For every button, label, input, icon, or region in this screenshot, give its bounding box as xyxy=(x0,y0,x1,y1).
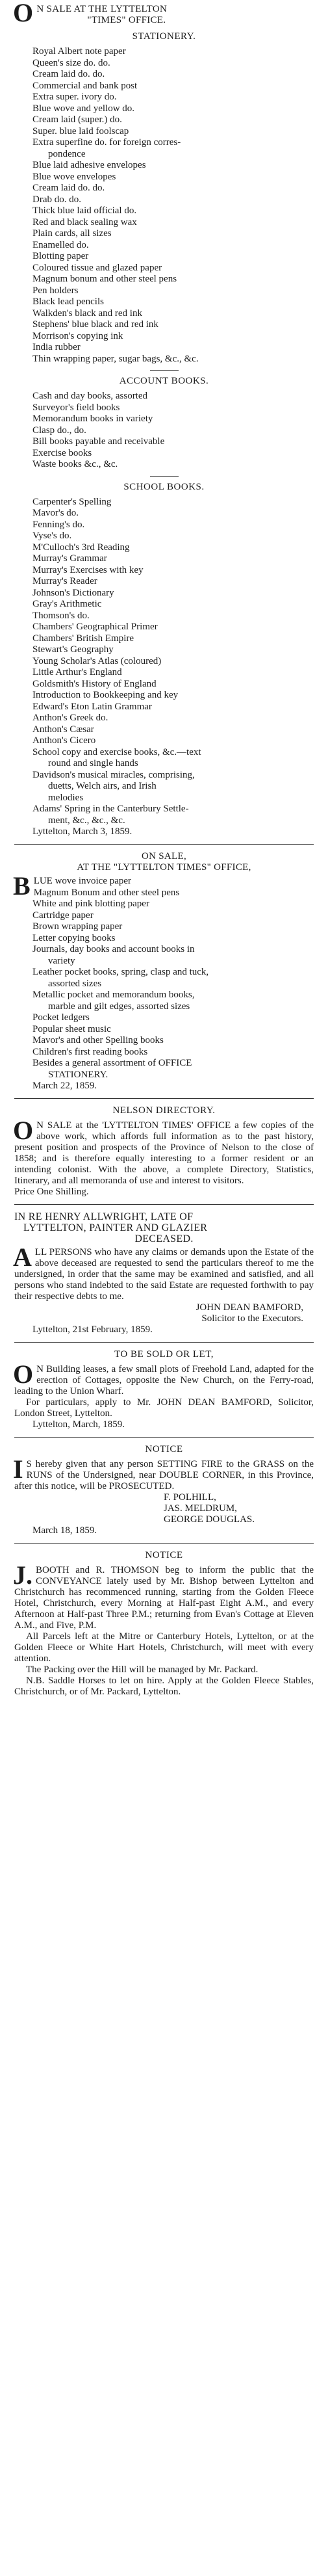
list-item: Drab do. do. xyxy=(32,194,81,205)
list-item: Extra superfine do. for foreign corres- xyxy=(32,137,181,148)
on-sale-advertisement xyxy=(14,851,314,1092)
list-item: Blue wove and yellow do. xyxy=(32,103,135,114)
signatory: GEORGE DOUGLAS. xyxy=(164,1514,255,1525)
conveyance-horses: N.B. Saddle Horses to let on hire. Apply at the Golden Fleece Stables, Christchurch, or of Mr. Packard, Lyttelton. xyxy=(14,1676,314,1697)
list-item: Young Scholar's Atlas (coloured) xyxy=(32,655,162,666)
list-item: Surveyor's field books xyxy=(32,402,120,413)
list-item: STATIONERY. xyxy=(48,1069,108,1080)
column-rule xyxy=(14,1204,314,1205)
list-item: Stephens' blue black and red ink xyxy=(32,319,158,330)
list-item: Blotting paper xyxy=(32,251,89,261)
list-item: Carpenter's Spelling xyxy=(32,496,112,507)
list-item: Davidson's musical miracles, comprising, xyxy=(32,769,195,780)
column-rule xyxy=(14,1437,314,1438)
dateline: March 22, 1859. xyxy=(32,1081,97,1091)
body-text: BOOTH and R. THOMSON beg to inform the public that the CONVEYANCE lately used by Mr. Bishop between Lyttelton and Christchurch has recommenced running, starting from the Golden Fleece Hotel, Christchurch, every Morning at Half-past Eight A.M., and every Afternoon at Half-past Three P.M.; returning from Evan's Cottage at Eleven A.M., and Five, P.M. xyxy=(14,1565,314,1631)
list-item: Black lead pencils xyxy=(32,296,104,307)
list-item: Extra super. ivory do. xyxy=(32,92,117,102)
conveyance-body xyxy=(13,1560,314,1631)
list-item: Thomson's do. xyxy=(32,610,90,621)
list-item: Chambers' British Empire xyxy=(32,633,134,644)
estate-notice xyxy=(14,1211,314,1335)
list-item: Commercial and bank post xyxy=(32,80,138,91)
conveyance-parcels: All Parcels left at the Mitre or Canterbury Hotels, Lyttelton, or at the Golden Fleece or White Hart Hotels, Christchurch, will meet with every attention. xyxy=(14,1631,314,1664)
list-item: melodies xyxy=(48,792,84,803)
signatory: JAS. MELDRUM, xyxy=(164,1503,237,1514)
lead-text: LL PERSONS xyxy=(34,1247,92,1257)
list-item: Vyse's do. xyxy=(32,531,72,541)
drop-cap: I xyxy=(13,1454,23,1484)
drop-cap: J. xyxy=(13,1560,32,1590)
dateline: Lyttelton, March, 1859. xyxy=(32,1419,125,1430)
body-text: S hereby given that any person SETTING FIRE to the GRASS on the RUNS of the Undersigned, near DOUBLE CORNER, in this Province, after this notice, will be PROSECUTED. xyxy=(14,1459,314,1492)
list-item: pondence xyxy=(48,148,86,159)
list-item: Leather pocket books, spring, clasp and tuck, xyxy=(32,967,209,977)
list-item: Waste books &c., &c. xyxy=(32,459,118,469)
list-item: Anthon's Cicero xyxy=(32,735,96,746)
list-item: Coloured tissue and glazed paper xyxy=(32,262,162,273)
estate-heading-2: LYTTELTON, PAINTER AND GLAZIER xyxy=(23,1222,208,1233)
list-item: Little Arthur's England xyxy=(32,667,122,677)
office-heading: AT THE "LYTTELTON TIMES" OFFICE, xyxy=(77,862,251,873)
estate-heading-1: IN RE HENRY ALLWRIGHT, LATE OF xyxy=(14,1211,194,1222)
list-item: Stewart's Geography xyxy=(32,644,114,655)
list-item: School copy and exercise books, &c.—text xyxy=(32,746,201,757)
column-rule xyxy=(14,1543,314,1544)
list-item: Pen holders xyxy=(32,285,79,296)
drop-cap: O xyxy=(13,1360,34,1389)
notice-heading: NOTICE xyxy=(145,1444,183,1454)
list-item: Magnum Bonum and other steel pens xyxy=(33,887,180,898)
list-item: Murray's Reader xyxy=(32,576,97,586)
list-item: Cartridge paper xyxy=(32,910,94,921)
column-rule xyxy=(14,1098,314,1099)
list-item: ment, &c., &c., &c. xyxy=(48,815,125,826)
list-item: Murray's Exercises with key xyxy=(32,564,144,575)
list-item: Chambers' Geographical Primer xyxy=(32,622,158,632)
land-body-2: For particulars, apply to Mr. JOHN DEAN BAMFORD, Solicitor, London Street, Lyttelton. xyxy=(14,1397,314,1419)
list-item: India rubber xyxy=(32,342,81,352)
list-item: Goldsmith's History of England xyxy=(32,678,157,689)
body-text: at the 'LYTTELTON TIMES' OFFICE a few copies of the above work, which affords full information as to the past history, present position and prospects of the Province of Nelson to the close of 1858; and is therefore equally interesting to a former resident or an intending colonist. With the above, a complete Directory, Statistics, Itinerary, and all memoranda of use and interest to visitors. xyxy=(14,1120,314,1186)
list-item: Cream laid (super.) do. xyxy=(32,114,122,125)
list-item: Clasp do., do. xyxy=(32,425,86,436)
title-line-2: "TIMES" OFFICE. xyxy=(87,15,166,25)
fire-notice xyxy=(14,1444,314,1536)
list-item: Cash and day books, assorted xyxy=(32,391,148,401)
list-item: White and pink blotting paper xyxy=(32,899,149,909)
list-item: Mavor's do. xyxy=(32,508,79,518)
lead-text: N SALE xyxy=(36,1120,72,1131)
drop-cap: O xyxy=(13,1116,34,1145)
list-item: Metallic pocket and memorandum books, xyxy=(32,990,195,1000)
list-item: Pocket ledgers xyxy=(32,1012,90,1023)
list-item: Cream laid do. do. xyxy=(32,69,105,79)
ad2-items-list xyxy=(13,871,314,1081)
list-item: Anthon's Greek do. xyxy=(32,713,108,723)
list-item: Enamelled do. xyxy=(32,239,89,250)
dateline: Lyttelton, March 3, 1859. xyxy=(32,826,132,837)
land-heading: TO BE SOLD OR LET, xyxy=(114,1349,214,1360)
nelson-body xyxy=(13,1116,314,1187)
on-sale-heading: ON SALE, xyxy=(141,851,187,861)
list-item: Bill books payable and receivable xyxy=(32,436,165,447)
body-text: N Building leases, a few small plots of Freehold Land, adapted for the erection of Cottages, opposite the New Church, on the Ferry-road, leading to the Union Wharf. xyxy=(14,1364,314,1397)
list-item: Fenning's do. xyxy=(32,519,85,530)
list-item: LUE wove invoice paper xyxy=(33,876,132,886)
notice-body xyxy=(13,1454,314,1492)
conveyance-packing: The Packing over the Hill will be managed by Mr. Packard. xyxy=(26,1664,259,1675)
list-item: Exercise books xyxy=(32,447,92,458)
stationery-heading: STATIONERY. xyxy=(132,31,196,42)
body-text: who have any claims or demands upon the Estate of the above deceased are requested to send the particulars thereof to me the undersigned, in order that the same may be examined and satisfied, and all persons who stand indebted to the said Estate are requested forthwith to pay their respective debts to me. xyxy=(14,1247,314,1302)
list-item: Royal Albert note paper xyxy=(32,46,126,57)
list-item: Thick blue laid official do. xyxy=(32,205,137,216)
list-item: Adams' Spring in the Canterbury Settle- xyxy=(32,804,189,814)
estate-body xyxy=(13,1242,314,1302)
list-item: Super. blue laid foolscap xyxy=(32,125,129,137)
title-line-1: N SALE AT THE LYTTELTON xyxy=(36,4,168,14)
list-item: Murray's Grammar xyxy=(32,553,107,564)
column-rule xyxy=(14,1342,314,1343)
drop-cap: O xyxy=(13,0,34,27)
list-item: Introduction to Bookkeeping and key xyxy=(32,690,179,700)
divider xyxy=(150,370,179,371)
list-item: Morrison's copying ink xyxy=(32,330,123,341)
list-item: Magnum bonum and other steel pens xyxy=(32,274,177,284)
list-item: Besides a general assortment of OFFICE xyxy=(32,1058,192,1068)
list-item: Brown wrapping paper xyxy=(32,921,123,932)
dateline: Lyttelton, 21st February, 1859. xyxy=(32,1324,153,1335)
account-books-list xyxy=(14,391,314,471)
stationery-advertisement xyxy=(13,0,314,837)
drop-cap: B xyxy=(13,871,31,900)
school-books-list xyxy=(14,497,314,827)
divider xyxy=(150,476,179,477)
list-item: marble and gilt edges, assorted sizes xyxy=(48,1001,190,1012)
list-item: Letter copying books xyxy=(32,932,116,943)
column-rule xyxy=(14,844,314,845)
list-item: Cream laid do. do. xyxy=(32,183,105,193)
list-item: Mavor's and other Spelling books xyxy=(32,1035,164,1045)
account-books-heading: ACCOUNT BOOKS. xyxy=(119,376,209,386)
list-item: Blue laid adhesive envelopes xyxy=(32,160,146,170)
drop-cap: A xyxy=(13,1242,32,1272)
list-item: M'Culloch's 3rd Reading xyxy=(32,542,130,553)
conveyance-notice xyxy=(14,1550,314,1698)
school-books-heading: SCHOOL BOOKS. xyxy=(123,481,205,492)
list-item: Johnson's Dictionary xyxy=(32,587,114,598)
signature-title: Solicitor to the Executors. xyxy=(201,1313,303,1324)
list-item: assorted sizes xyxy=(48,978,102,989)
list-item: Popular sheet music xyxy=(32,1023,111,1034)
nelson-directory-advertisement xyxy=(14,1105,314,1198)
list-item: Walkden's black and red ink xyxy=(32,308,142,319)
list-item: Queen's size do. do. xyxy=(32,57,110,68)
stationery-list xyxy=(14,46,314,365)
price: Price One Shilling. xyxy=(14,1187,89,1197)
land-advertisement xyxy=(14,1349,314,1430)
list-item: Journals, day books and account books in xyxy=(32,944,195,954)
notice-heading: NOTICE xyxy=(145,1550,183,1560)
list-item: Memorandum books in variety xyxy=(32,414,153,424)
nelson-heading: NELSON DIRECTORY. xyxy=(112,1105,216,1116)
list-item: round and single hands xyxy=(48,758,138,769)
list-item: variety xyxy=(48,955,75,966)
list-item: Edward's Eton Latin Grammar xyxy=(32,701,152,712)
list-item: Thin wrapping paper, sugar bags, &c., &c. xyxy=(32,353,199,364)
list-item: Blue wove envelopes xyxy=(32,171,116,182)
ad-title xyxy=(13,0,314,27)
estate-heading-3: DECEASED. xyxy=(134,1233,194,1244)
list-item: Anthon's Cæsar xyxy=(32,724,94,735)
list-item: Red and black sealing wax xyxy=(32,217,137,228)
signature-name: JOHN DEAN BAMFORD, xyxy=(196,1302,303,1313)
land-body xyxy=(13,1360,314,1397)
signatory: F. POLHILL, xyxy=(164,1492,216,1503)
list-item: Plain cards, all sizes xyxy=(32,228,112,239)
list-item: duetts, Welch airs, and Irish xyxy=(48,781,157,791)
list-item: Gray's Arithmetic xyxy=(32,599,102,609)
list-item: Children's first reading books xyxy=(32,1046,148,1057)
dateline: March 18, 1859. xyxy=(32,1525,97,1536)
